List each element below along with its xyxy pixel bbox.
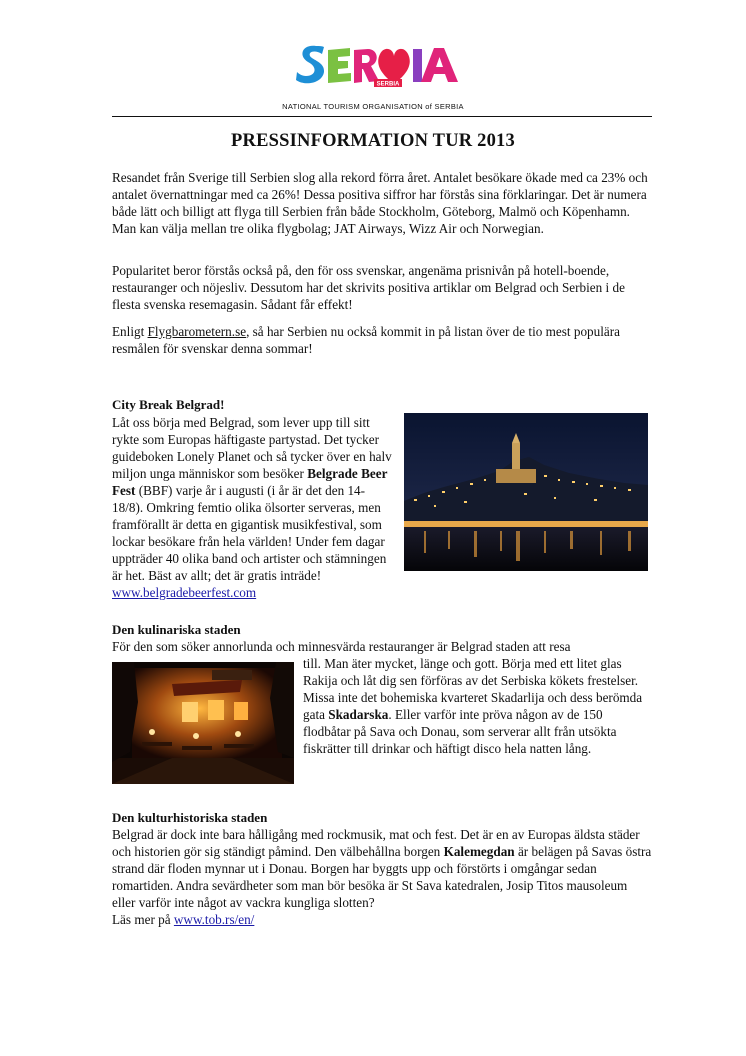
- section3-body: [112, 826, 652, 928]
- section-heading-culinary: Den kulinariska staden: [112, 622, 241, 637]
- intro-paragraph-1: Resandet från Sverige till Serbien slog alla rekord förra året. Antalet besökare ökade med ca 23% och antalet övernattningar med ca 26%! Dessa positiva siffror har förstås sina förklaringar. Det är numera både lätt och billigt att flyga till Serbien från både Stockholm, Göteborg, Malmö och Köpenhamn. Man kan välja mellan tre olika flygbolag; JAT Airways, Wizz Air och Norwegian.: [112, 170, 648, 236]
- beerfest-link[interactable]: www.belgradebeerfest.com: [112, 585, 257, 600]
- logo-letter-s: [296, 46, 324, 83]
- tob-link[interactable]: www.tob.rs/en/: [173, 912, 255, 927]
- section1-body: [112, 414, 394, 601]
- intro-paragraph-3: [112, 323, 652, 357]
- intro-paragraph-2: Popularitet beror förstås också på, den för oss svenskar, angenäma prisnivån på hotell-boende, restauranger och nöjesliv. Dessutom har det skrivits positiva artiklar om Belgrad och Serbien i de flesta svenska resemagasin. Sådant får effekt!: [112, 263, 625, 312]
- section3-bold: Kalemegdan: [443, 844, 515, 859]
- page-title: PRESSINFORMATION TUR 2013: [231, 131, 515, 151]
- section3-text-pre: Belgrad är dock inte bara hålligång med rockmusik, mat och fest. Det är en av Europas äldsta städer och historien gör sig ständigt påmind. Den välbehållna borgen: [112, 827, 640, 859]
- section2-bold: Skadarska: [328, 707, 389, 722]
- p3-text-post: , så har Serbien nu också kommit in på listan över de tio mest populära resmålen för svenskar denna sommar!: [112, 324, 620, 356]
- logo-letter-a: [421, 48, 458, 82]
- section2-body: [303, 655, 653, 757]
- logo-letter-r: [354, 49, 379, 83]
- logo-heart: [378, 49, 410, 84]
- serbia-logo: [294, 36, 464, 92]
- readmore-text: Läs mer på: [112, 912, 174, 927]
- logo-letter-e: [328, 48, 351, 83]
- section1-text-pre: Låt oss börja med Belgrad, som lever upp till sitt rykte som Europas häftigaste partystad. Det tycker guideboken Lonely Planet och så tycker över en halv miljon unga människor som besöker: [112, 415, 392, 481]
- belgrade-night-photo: [404, 413, 648, 571]
- section2-first-line: För den som söker annorlunda och minnesvärda restauranger är Belgrad staden att resa: [112, 639, 571, 654]
- header-divider: [112, 116, 652, 117]
- p3-text-pre: Enligt: [112, 324, 148, 339]
- section3-text-post: är belägen på Savas östra strand där floden mynnar ut i Donau. Borgen har byggts upp och förstörts i omgångar sedan romartiden. Andra sevärdheter som man bör besöka är St Sava katedralen, Josip Titos mausoleum eller varför inte något av vackra kungliga slotten?: [112, 844, 652, 910]
- logo-letter-i: [413, 49, 422, 82]
- skadarlija-restaurant-photo: [112, 662, 294, 784]
- logo-sub-label: SERBIA: [376, 81, 400, 88]
- read-more-line: [112, 911, 652, 928]
- flygbarometern-link[interactable]: Flygbarometern.se: [147, 324, 247, 339]
- section2-text-post: . Eller varför inte pröva någon av de 150 flodbåtar på Sava och Donau, som serverar allt från utsökta fiskrätter till drinkar och häftigt disco hela natten lång.: [303, 707, 617, 756]
- section1-text-post: (BBF) varje år i augusti (i år är det den 14-18/8). Omkring femtio olika ölsorter serveras, men framförallt är detta en gigantisk musikfestival, som lockar besökare från hela världen! Under fem dagar uppträder 40 olika band och artister och stämningen är het. Bäst av allt; det är gratis inträde!: [112, 483, 387, 583]
- tagline: NATIONAL TOURISM ORGANISATION of SERBIA: [282, 102, 464, 111]
- section-heading-cultural: Den kulturhistoriska staden: [112, 810, 268, 825]
- section1-bold: Belgrade Beer Fest: [112, 466, 388, 498]
- section-heading-city-break: City Break Belgrad!: [112, 397, 225, 412]
- section2-text-pre: till. Man äter mycket, länge och gott. Börja med ett litet glas Rakija och låt dig sen förföras av det Serbiska kökets frestelser. Missa inte det bohemiska kvarteret Skadarlija och dess berömda gata: [303, 656, 643, 722]
